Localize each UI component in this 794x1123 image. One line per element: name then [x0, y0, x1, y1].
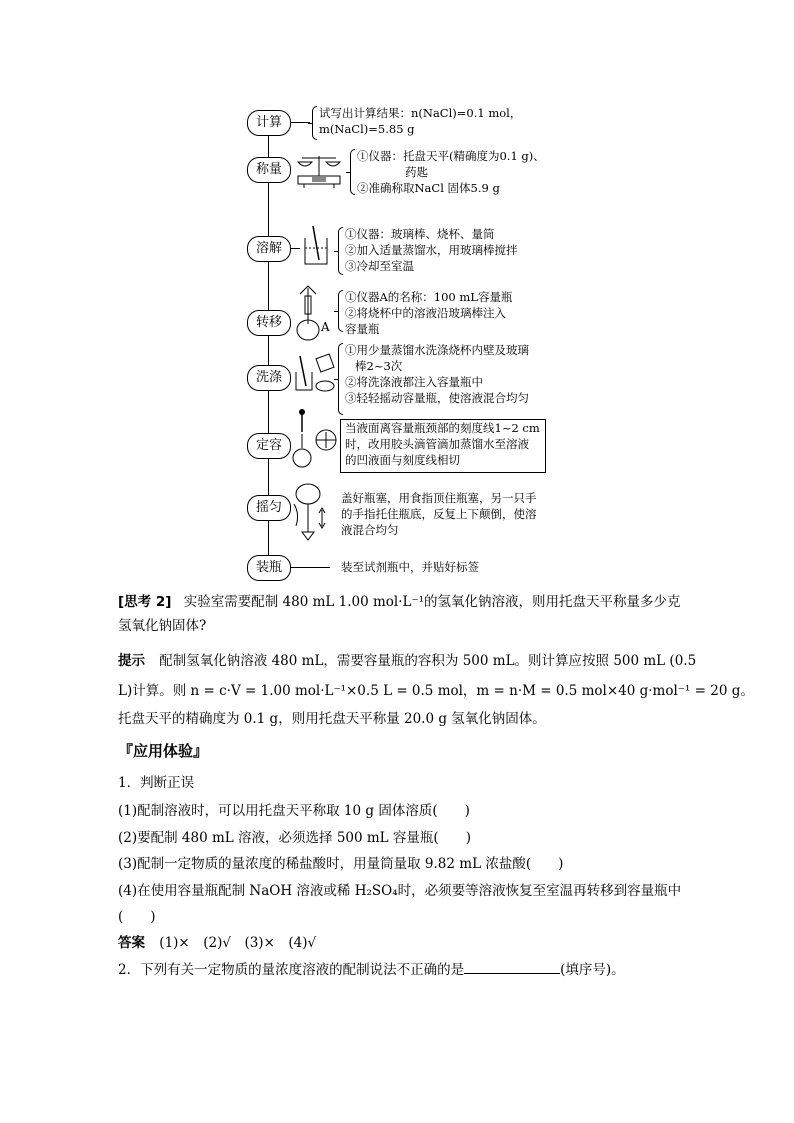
- step-bottle-text: 装至试剂瓶中，并贴好标签: [341, 560, 479, 574]
- step-transfer-brace: [338, 290, 343, 332]
- question-1-title: 1．判断正误: [118, 775, 195, 791]
- step-transfer: 转移: [247, 310, 291, 336]
- answer-blank[interactable]: [464, 959, 560, 974]
- think-question-line-2: 氢氧化钠固体?: [118, 618, 207, 634]
- step-calculate-connector: [290, 122, 310, 123]
- beaker-stir-illustration: [301, 224, 331, 268]
- step-weigh-text: ①仪器：托盘天平(精确度为0.1 g)、 药匙 ②准确称取NaCl 固体5.9 g: [357, 149, 545, 195]
- step-dissolve-brace: [338, 227, 343, 275]
- volumetric-flask-illustration: [294, 284, 326, 344]
- answer-label: 答案: [118, 935, 145, 951]
- step-calculate-text: 试写出计算结果：n(NaCl)=0.1 mol， m(NaCl)=5.85 g: [319, 106, 522, 136]
- step-shake-text: 盖好瓶塞，用食指顶住瓶塞，另一只手 的手指托住瓶底，反复上下颠倒，使溶 液混合均匀: [341, 491, 537, 537]
- step-make-up-volume-text: 当液面离容量瓶颈部的刻度线1~2 cm 时，改用胶头滴管滴加蒸馏水至溶液 的凹液面与刻度线相切: [345, 421, 540, 467]
- step-dissolve: 溶解: [247, 236, 291, 262]
- step-wash-text: ①用少量蒸馏水洗涤烧杯内壁及玻璃 棒2~3次 ②将洗涤液都注入容量瓶中 ③轻轻摇动容量瓶，使溶液混合均匀: [345, 343, 529, 405]
- apply-section-title: 『应用体验』: [118, 742, 209, 760]
- balance-illustration: [294, 146, 344, 190]
- step-weigh-brace: [350, 149, 355, 195]
- hint-label: 提示: [118, 653, 145, 669]
- step-transfer-text: ①仪器A的名称：100 mL容量瓶 ②将烧杯中的溶液沿玻璃棒注入 容量瓶: [345, 290, 513, 336]
- hint-line-2: L)计算。则 n = c·V = 1.00 mol·L⁻¹×0.5 L = 0.5 mol，m = n·M = 0.5 mol×40 g·mol⁻¹ = 20 g。: [118, 683, 754, 699]
- step-dissolve-connector: [290, 248, 300, 249]
- step-wash-brace: [338, 343, 343, 415]
- judgment-item-1: (1)配制溶液时，可以用托盘天平称取 10 g 固体溶质( ): [118, 803, 470, 819]
- think-question-line-1: [思考 2] 实验室需要配制 480 mL 1.00 mol·L⁻¹的氢氧化钠溶液，则用托盘天平称量多少克: [118, 594, 681, 610]
- step-calculate-brace: [312, 106, 317, 140]
- question-2: 2．下列有关一定物质的量浓度溶液的配制说法不正确的是 (填序号)。: [118, 958, 625, 982]
- washing-illustration: [292, 352, 338, 394]
- step-make-up-volume: 定容: [247, 433, 291, 459]
- answer-line: 答案 (1)× (2)√ (3)× (4)√: [118, 935, 317, 951]
- hint-line-3: 托盘天平的精确度为 0.1 g，则用托盘天平称量 20.0 g 氢氧化钠固体。: [118, 711, 546, 727]
- step-wash: 洗涤: [247, 365, 291, 391]
- shaking-flask-illustration: [292, 474, 332, 544]
- step-dissolve-text: ①仪器：玻璃棒、烧杯、量筒 ②加入适量蒸馏水，用玻璃棒搅拌 ③冷却至室温: [345, 227, 518, 273]
- step-weigh: 称量: [247, 157, 291, 183]
- judgment-item-2: (2)要配制 480 mL 溶液，必须选择 500 mL 容量瓶( ): [118, 830, 471, 846]
- step-shake: 摇匀: [247, 495, 291, 521]
- step-bottle: 装瓶: [247, 555, 291, 581]
- flask-marker-a: A: [321, 320, 330, 334]
- step-calculate: 计算: [247, 110, 291, 136]
- hint-line-1: 提示 配制氢氧化钠溶液 480 mL，需要容量瓶的容积为 500 mL。则计算应按照 500 mL (0.5: [118, 653, 697, 669]
- judgment-item-4: (4)在使用容量瓶配制 NaOH 溶液或稀 H₂SO₄时，必须要等溶液恢复至室温再转移到容量瓶中: [118, 883, 682, 899]
- step-bottle-connector: [290, 567, 330, 568]
- dropper-flask-illustration: [292, 408, 340, 470]
- think-tag: [思考 2]: [118, 594, 172, 610]
- judgment-item-3: (3)配制一定物质的量浓度的稀盐酸时，用量筒量取 9.82 mL 浓盐酸( ): [118, 856, 564, 872]
- judgment-item-4-bracket: ( ): [118, 909, 156, 925]
